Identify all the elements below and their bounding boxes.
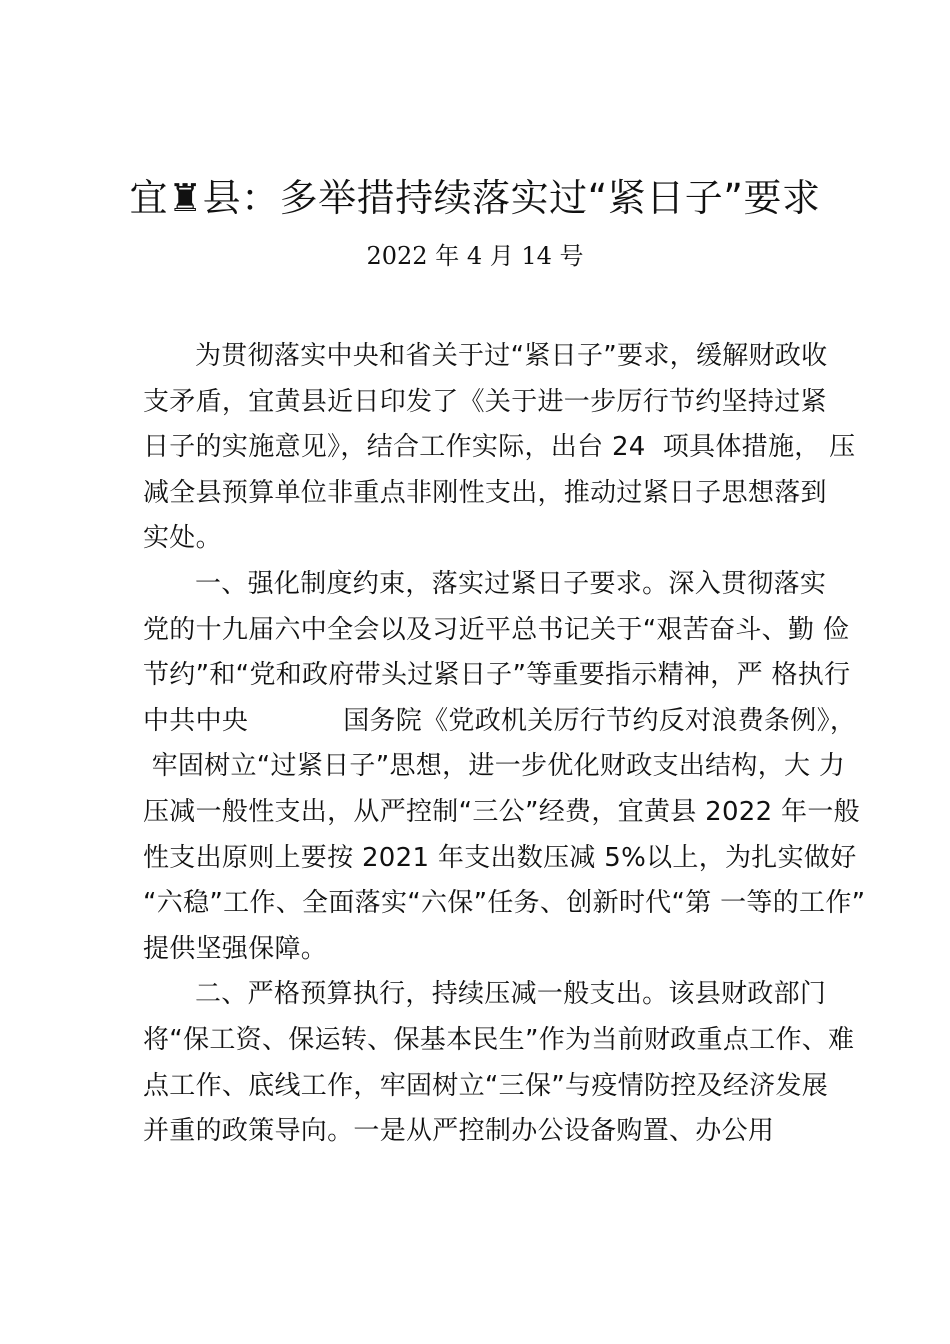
document-body [143,334,866,1155]
paragraph-line: 性支出原则上要按 2021 年支出数压减 5%以上，为扎实做好 [143,842,857,873]
paragraph-line: 点工作、底线工作，牢固树立“三保”与疫情防控及经济发展 [143,1070,829,1101]
paragraph-line: 将“保工资、保运转、保基本民生”作为当前财政重点工作、难 [143,1024,855,1055]
paragraph-line: 实处。 [143,523,222,554]
line-segment: 国务院《党政机关厉行节约反对浪费条例》， [343,705,857,736]
paragraph-line: 二、严格预算执行，持续压减一般支出。该县财政部门 [195,979,827,1010]
paragraph-line: 提供坚强保障。 [143,933,328,964]
paragraph-line: 日子的实施意见》，结合工作实际，出台 24 项具体措施， 压 [143,432,856,463]
paragraph-line [143,699,857,745]
paragraph-line: 一、强化制度约束，落实过紧日子要求。深入贯彻落实 [195,568,827,599]
paragraph-line: 为贯彻落实中央和省关于过“紧日子”要求，缓解财政收 [195,341,828,371]
line-segment: 中共中央 [143,705,249,736]
paragraph-line: 减全县预算单位非重点非刚性支出，推动过紧日子思想落到 [143,477,827,508]
paragraph-line: 支矛盾，宜黄县近日印发了《关于进一步厉行节约坚持过紧 [143,386,827,417]
paragraph-line: 党的十九届六中全会以及习近平总书记关于“艰苦奋斗、勤 俭 [143,614,850,645]
document-date: 2022 年 4 月 14 号 [366,242,584,270]
paragraph-line: 牢固树立“过紧日子”思想，进一步优化财政支出结构，大 力 [143,751,846,782]
paragraph-line: “六稳”工作、全面落实“六保”任务、创新时代“第 一等的工作” [143,888,866,919]
document-title: 宜♜县：多举措持续落实过“紧日子”要求 [129,176,821,220]
paragraph-line: 压减一般性支出，从严控制“三公”经费，宜黄县 2022 年一般 [143,796,860,827]
paragraph-line: 节约”和“党和政府带头过紧日子”等重要指示精神，严 格执行 [143,660,851,691]
paragraph-line: 并重的政策导向。一是从严控制办公设备购置、办公用 [143,1116,775,1147]
